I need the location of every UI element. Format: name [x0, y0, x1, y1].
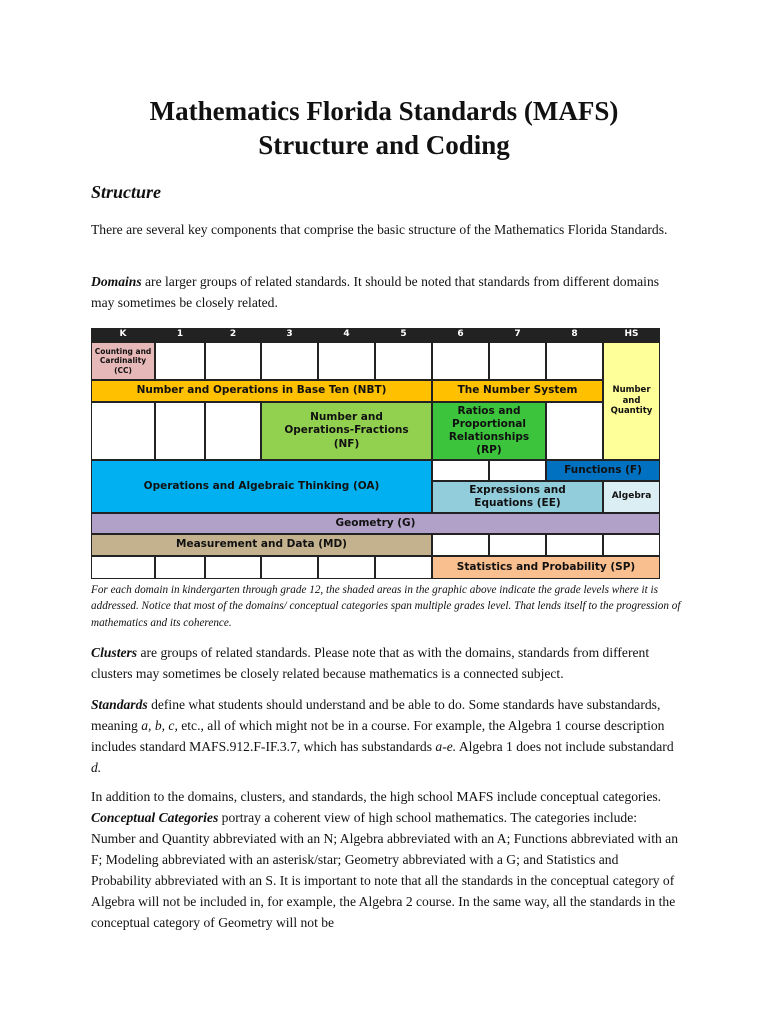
empty-cell — [318, 342, 375, 380]
grade-header-6: 6 — [432, 328, 489, 342]
domains-text: are larger groups of related standards. It should be noted that standards from different domains may sometimes be closely related. — [91, 274, 660, 310]
standards-text-3: Algebra 1 does not include substandard — [456, 739, 674, 754]
grade-header-5: 5 — [375, 328, 432, 342]
grade-header-2: 2 — [205, 328, 261, 342]
domains-term: Domains — [91, 274, 142, 289]
standards-term: Standards — [91, 697, 148, 712]
intro-paragraph: There are several key components that comprise the basic structure of the Mathematics Florida Standards. — [91, 222, 668, 237]
standards-text-1: define what students should understand and be able to do. Some standards have substandards, meaning — [91, 697, 661, 733]
domain-nbt: Number and Operations in Base Ten (NBT) — [91, 380, 432, 402]
conceptual-term: Conceptual Categories — [91, 810, 219, 825]
domain-rp: Ratios and Proportional Relationships (RP) — [432, 402, 546, 460]
empty-cell — [205, 402, 261, 460]
domains-paragraph — [91, 271, 681, 313]
title-line-2: Structure and Coding — [258, 130, 510, 160]
empty-cell — [489, 460, 546, 481]
empty-cell — [91, 402, 155, 460]
empty-cell — [375, 556, 432, 579]
empty-cell — [432, 342, 489, 380]
standards-ae: a-e. — [435, 739, 457, 754]
grade-header-1: 1 — [155, 328, 205, 342]
empty-cell — [546, 342, 603, 380]
empty-cell — [375, 342, 432, 380]
domain-functions: Functions (F) — [546, 460, 660, 481]
empty-cell — [432, 534, 489, 556]
domain-oa: Operations and Algebraic Thinking (OA) — [91, 460, 432, 513]
chart-caption: For each domain in kindergarten through grade 12, the shaded areas in the graphic above indicate the grade levels where it is addressed. Notice that most of the domains/ conceptual categories span multiple grades level. That lends itself to the progression of mathematics and its coherence. — [91, 584, 681, 629]
conceptual-paragraph — [91, 786, 681, 933]
empty-cell — [261, 342, 318, 380]
empty-cell — [205, 342, 261, 380]
empty-cell — [155, 402, 205, 460]
domain-ns: The Number System — [432, 380, 603, 402]
grade-header-k: K — [91, 328, 155, 342]
domain-cc: Counting and Cardinality (CC) — [91, 342, 155, 380]
conceptual-text-2: portray a coherent view of high school mathematics. The categories include: Number and Quantity abbreviated with an N; Algebra abbreviated with an A; Functions abbreviated with an F; Modeling abbreviated with an asterisk/star; Geometry abbreviated with a G; and Statistics and Probability abbreviated with an S. It is important to note that all the standards in the conceptual category of Algebra will not be included in, for example, the Algebra 2 course. In the same way, all the standards in the conceptual category of Geometry will not be — [91, 810, 679, 930]
domain-chart — [91, 328, 660, 579]
grade-header-4: 4 — [318, 328, 375, 342]
empty-cell — [318, 556, 375, 579]
standards-d: d. — [91, 760, 102, 775]
empty-cell — [205, 556, 261, 579]
domain-ee: Expressions and Equations (EE) — [432, 481, 603, 513]
empty-cell — [155, 556, 205, 579]
empty-cell — [155, 342, 205, 380]
domain-geometry: Geometry (G) — [91, 513, 660, 534]
grade-header-7: 7 — [489, 328, 546, 342]
domain-nq: Number and Quantity — [603, 342, 660, 460]
clusters-paragraph — [91, 642, 681, 684]
empty-cell — [91, 556, 155, 579]
page-title — [0, 94, 768, 162]
clusters-term: Clusters — [91, 645, 138, 660]
empty-cell — [546, 534, 603, 556]
conceptual-text-1: In addition to the domains, clusters, and standards, the high school MAFS include conceptual categories. — [91, 789, 662, 804]
empty-cell — [546, 402, 603, 460]
empty-cell — [261, 556, 318, 579]
standards-abc: a, b, c, — [141, 718, 178, 733]
domain-sp: Statistics and Probability (SP) — [432, 556, 660, 579]
standards-paragraph — [91, 694, 681, 778]
domain-algebra: Algebra — [603, 481, 660, 513]
grade-header-3: 3 — [261, 328, 318, 342]
empty-cell — [489, 342, 546, 380]
empty-cell — [489, 534, 546, 556]
clusters-text: are groups of related standards. Please note that as with the domains, standards from different clusters may sometimes be closely related because mathematics is a connected subject. — [91, 645, 650, 681]
structure-heading: Structure — [91, 182, 162, 202]
empty-cell — [432, 460, 489, 481]
domain-nf: Number and Operations-Fractions (NF) — [261, 402, 432, 460]
grade-header-8: 8 — [546, 328, 603, 342]
empty-cell — [603, 534, 660, 556]
title-line-1: Mathematics Florida Standards (MAFS) — [149, 96, 619, 126]
grade-header-hs: HS — [603, 328, 660, 342]
domain-md: Measurement and Data (MD) — [91, 534, 432, 556]
standards-text-2: etc., all of which might not be in a course. For example, the Algebra 1 course description includes standard MAFS.912.F-IF.3.7, which has substandards — [91, 718, 665, 754]
